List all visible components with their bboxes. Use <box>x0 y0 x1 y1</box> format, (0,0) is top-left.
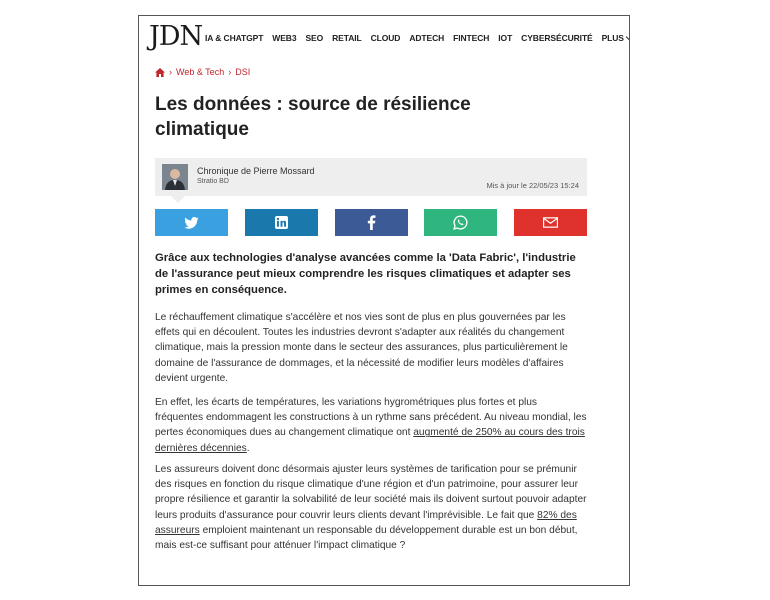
site-header <box>139 16 629 58</box>
breadcrumb-separator: › <box>228 67 232 77</box>
share-whatsapp-button[interactable] <box>424 209 497 236</box>
whatsapp-icon <box>453 215 468 230</box>
share-facebook-button[interactable] <box>335 209 408 236</box>
share-twitter-button[interactable] <box>155 209 228 236</box>
article-paragraph: Le réchauffement climatique s'accélère et nos vies sont de plus en plus gouvernées par les effets qui en découlent. Toutes les industries devront s'adapter aux réalités du changement climatique, mais la pression monte dans le secteur des assurances, plus particulièrement le domaine de l'assurance de dommages, et la nécessité de modifier leurs modèles d'affaires devient urgente. <box>155 312 568 384</box>
nav-item-cloud[interactable]: CLOUD <box>370 33 401 43</box>
article-title: Les données : source de résilience climatique <box>155 94 471 140</box>
nav-item-adtech[interactable]: ADTECH <box>409 33 445 43</box>
nav-item-fintech[interactable]: FINTECH <box>453 33 490 43</box>
author-box <box>155 158 587 196</box>
facebook-icon <box>367 215 376 230</box>
home-icon[interactable] <box>155 68 165 77</box>
twitter-icon <box>184 217 199 229</box>
nav-item-cybersecurite[interactable]: CYBERSÉCURITÉ <box>521 33 593 43</box>
nav-item-ia-chatgpt[interactable]: IA & CHATGPT <box>205 33 264 43</box>
main-nav <box>205 33 630 43</box>
author-organization: Stratio BD <box>197 178 229 185</box>
site-logo[interactable]: JDN <box>149 21 203 52</box>
breadcrumb <box>155 67 250 77</box>
paragraph-text: En effet, les écarts de températures, les variations hygrométriques plus fortes et plus fréquentes endommagent les constructions à un rythme sans précédent. Au niveau mondial, les pertes économiques dues au changement climatique ont <box>155 397 587 439</box>
nav-item-retail[interactable]: RETAIL <box>332 33 362 43</box>
nav-more-button[interactable] <box>602 33 630 43</box>
linkedin-icon <box>275 216 288 229</box>
nav-more-label: PLUS <box>601 33 624 43</box>
paragraph-text: emploient maintenant un responsable du développement durable est un bon début, mais est-ce suffisant pour atténuer l'impact climatique ? <box>155 524 578 552</box>
chevron-down-icon <box>626 32 630 40</box>
breadcrumb-item-dsi[interactable]: DSI <box>235 67 251 77</box>
share-bar <box>155 209 587 237</box>
nav-item-seo[interactable]: SEO <box>305 33 324 43</box>
author-box-pointer <box>171 196 185 203</box>
share-email-button[interactable] <box>514 209 587 236</box>
paragraph-text: Les assureurs doivent donc désormais ajuster leurs systèmes de tarification pour se prémunir des risques en fonction du risque climatique d'une région et d'un patrimoine, pour assurer leur propre résilience et garantir la solvabilité de leur société mais ils doivent surtout pouvoir adapter leurs produits d'assurance pour couvrir leurs clients devant l'imprévisible. Le fait que <box>155 464 587 521</box>
email-icon <box>543 217 558 228</box>
insurers-source-link[interactable]: 82% des assureurs <box>155 509 577 536</box>
breadcrumb-separator: › <box>169 67 172 77</box>
losses-source-link[interactable]: augmenté de 250% au cours des trois dernières décennies <box>155 427 585 454</box>
breadcrumb-item-web-tech[interactable]: Web & Tech <box>176 67 225 77</box>
updated-date: Mis à jour le 22/05/23 15:24 <box>486 181 579 190</box>
author-avatar[interactable] <box>162 164 188 190</box>
article-paragraph <box>155 395 587 456</box>
page-frame <box>138 15 630 586</box>
nav-item-iot[interactable]: IOT <box>498 33 513 43</box>
nav-item-web3[interactable]: WEB3 <box>272 33 297 43</box>
paragraph-text: . <box>246 442 250 454</box>
author-name[interactable]: Chronique de Pierre Mossard <box>197 166 315 176</box>
article-paragraph <box>155 462 587 553</box>
article-lead: Grâce aux technologies d'analyse avancées comme la 'Data Fabric', l'industrie de l'assurance peut mieux comprendre les risques climatiques et adapter ses primes en conséquence. <box>155 252 576 296</box>
share-linkedin-button[interactable] <box>245 209 318 236</box>
